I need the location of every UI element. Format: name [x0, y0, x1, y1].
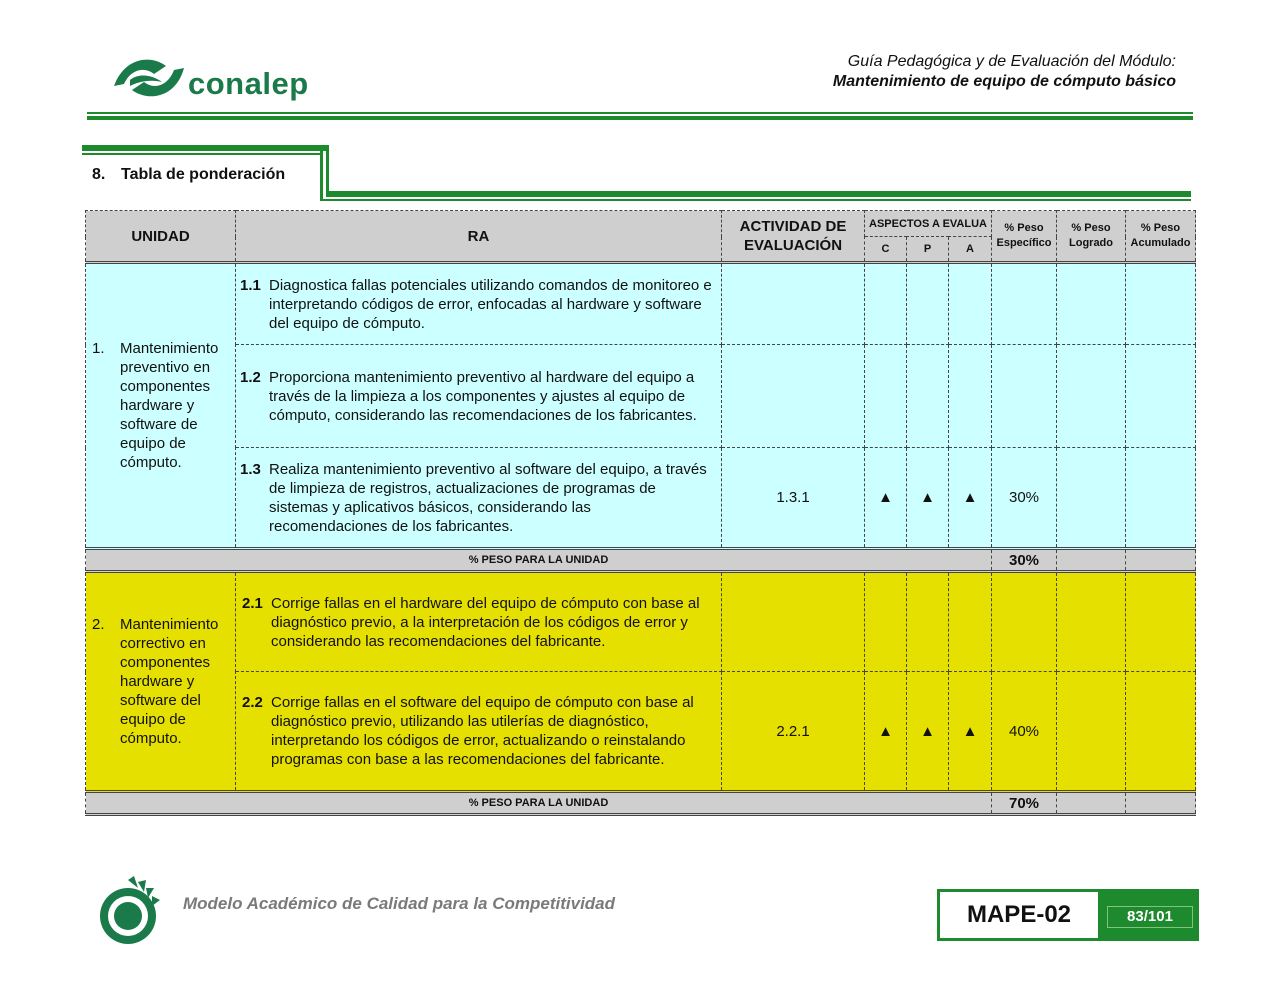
section-rule-vertical-2	[326, 145, 329, 195]
header-rule	[87, 112, 1193, 114]
acumulado-cell	[1126, 263, 1196, 345]
section-rule-left-thin	[82, 153, 320, 155]
table-row	[86, 345, 1196, 448]
a-cell	[949, 572, 992, 672]
unit-number: 2.	[92, 616, 105, 633]
header-aspectos: ASPECTOS A EVALUA	[865, 211, 992, 237]
header-actividad: ACTIVIDAD DE EVALUACIÓN	[722, 211, 865, 263]
unit-summary-acumulado	[1126, 549, 1196, 572]
unit-summary-logrado	[1057, 549, 1126, 572]
ra-number: 1.2	[240, 368, 261, 386]
peso-cell	[992, 345, 1057, 448]
unit-name: Mantenimiento correctivo en componentes hardware y software del equipo de cómputo.	[120, 616, 219, 747]
peso-cell	[992, 263, 1057, 345]
model-tagline: Modelo Académico de Calidad para la Competitividad	[183, 894, 616, 913]
peso-cell	[992, 572, 1057, 672]
ra-cell	[236, 345, 722, 448]
unit-summary-row	[86, 549, 1196, 572]
header-a: A	[949, 237, 992, 263]
logrado-cell	[1057, 672, 1126, 792]
section-title: Tabla de ponderación	[121, 166, 286, 183]
activity-cell	[722, 263, 865, 345]
section-rule-vertical	[320, 145, 323, 201]
a-cell: ▲	[949, 448, 992, 549]
unit-summary-label: % PESO PARA LA UNIDAD	[86, 792, 992, 815]
unit-name: Mantenimiento preventivo en componentes hardware y software de equipo de cómputo.	[120, 340, 219, 471]
ra-text: Corrige fallas en el software del equipo de cómputo con base al diagnóstico previo, utilizando las utilerías de diagnóstico, interpretando los códigos de error, actualizando o reinstalando programas con base a las recomendaciones del fabricante.	[271, 694, 694, 768]
header-unidad: UNIDAD	[86, 211, 236, 263]
activity-cell: 1.3.1	[722, 448, 865, 549]
ra-number: 2.1	[242, 594, 263, 612]
document-code: MAPE-02	[937, 889, 1101, 941]
header-rule-thick	[87, 116, 1193, 120]
ra-text: Diagnostica fallas potenciales utilizando comandos de monitoreo e interpretando códigos de error, enfocadas al hardware y software del equipo de cómputo.	[269, 276, 712, 332]
ra-text: Proporciona mantenimiento preventivo al hardware del equipo a través de la limpieza a los componentes y ajustes al equipo de cómputo, considerando las recomendaciones de los fabricantes.	[269, 368, 697, 424]
unit-summary-row	[86, 792, 1196, 815]
page-number: 83/101	[1107, 906, 1193, 928]
quality-model-logo	[94, 874, 166, 946]
header-p: P	[907, 237, 949, 263]
brand-name: conalep	[188, 66, 309, 101]
header-c: C	[865, 237, 907, 263]
section-rule-left	[82, 145, 328, 151]
activity-cell: 2.2.1	[722, 672, 865, 792]
unit-summary-logrado	[1057, 792, 1126, 815]
table-row	[86, 448, 1196, 549]
unit-summary-acumulado	[1126, 792, 1196, 815]
ra-number: 2.2	[242, 694, 263, 711]
activity-cell	[722, 572, 865, 672]
section-rule-right	[326, 191, 1191, 197]
header-peso-especifico: % Peso Específico	[992, 211, 1057, 263]
c-cell: ▲	[865, 672, 907, 792]
a-cell	[949, 263, 992, 345]
c-cell: ▲	[865, 448, 907, 549]
header-peso-acumulado: % Peso Acumulado	[1126, 211, 1196, 263]
section-number: 8.	[92, 166, 106, 183]
weighting-table-container	[85, 210, 1195, 816]
p-cell: ▲	[907, 672, 949, 792]
c-cell	[865, 345, 907, 448]
c-cell	[865, 263, 907, 345]
acumulado-cell	[1126, 672, 1196, 792]
ra-number: 1.3	[240, 460, 261, 478]
p-cell	[907, 345, 949, 448]
peso-cell: 30%	[992, 448, 1057, 549]
acumulado-cell	[1126, 572, 1196, 672]
activity-cell	[722, 345, 865, 448]
unit-number: 1.	[92, 340, 105, 357]
acumulado-cell	[1126, 448, 1196, 549]
section-rule-right-thin	[320, 199, 1191, 201]
acumulado-cell	[1126, 345, 1196, 448]
unit-summary-label: % PESO PARA LA UNIDAD	[86, 549, 992, 572]
ra-cell	[236, 572, 722, 672]
unit-summary-value: 30%	[992, 549, 1057, 572]
p-cell	[907, 572, 949, 672]
c-cell	[865, 572, 907, 672]
logrado-cell	[1057, 263, 1126, 345]
header-ra: RA	[236, 211, 722, 263]
peso-cell: 40%	[992, 672, 1057, 792]
table-row	[86, 263, 1196, 345]
a-cell	[949, 345, 992, 448]
unit-summary-value: 70%	[992, 792, 1057, 815]
logrado-cell	[1057, 572, 1126, 672]
p-cell	[907, 263, 949, 345]
ra-text: Realiza mantenimiento preventivo al software del equipo, a través de limpieza de registros, actualizaciones de programas de sistemas y aplicativos básicos, considerando las recomendaciones de los fabricantes.	[269, 460, 707, 535]
table-row	[86, 672, 1196, 792]
header-peso-logrado: % Peso Logrado	[1057, 211, 1126, 263]
table-row	[86, 572, 1196, 672]
guide-title: Guía Pedagógica y de Evaluación del Módulo:	[847, 53, 1176, 70]
logrado-cell	[1057, 448, 1126, 549]
unit-cell	[86, 263, 236, 549]
module-title: Mantenimiento de equipo de cómputo básico	[832, 73, 1176, 90]
ra-text: Corrige fallas en el hardware del equipo de cómputo con base al diagnóstico previo, a la interpretación de los códigos de error y considerando las recomendaciones del fabricante.	[271, 594, 700, 650]
ra-cell	[236, 672, 722, 792]
weighting-table	[85, 210, 1196, 816]
ra-cell	[236, 263, 722, 345]
unit-cell	[86, 572, 236, 792]
logrado-cell	[1057, 345, 1126, 448]
page-number-box	[1099, 889, 1199, 941]
p-cell: ▲	[907, 448, 949, 549]
ra-number: 1.1	[240, 276, 261, 294]
a-cell: ▲	[949, 672, 992, 792]
ra-cell	[236, 448, 722, 549]
